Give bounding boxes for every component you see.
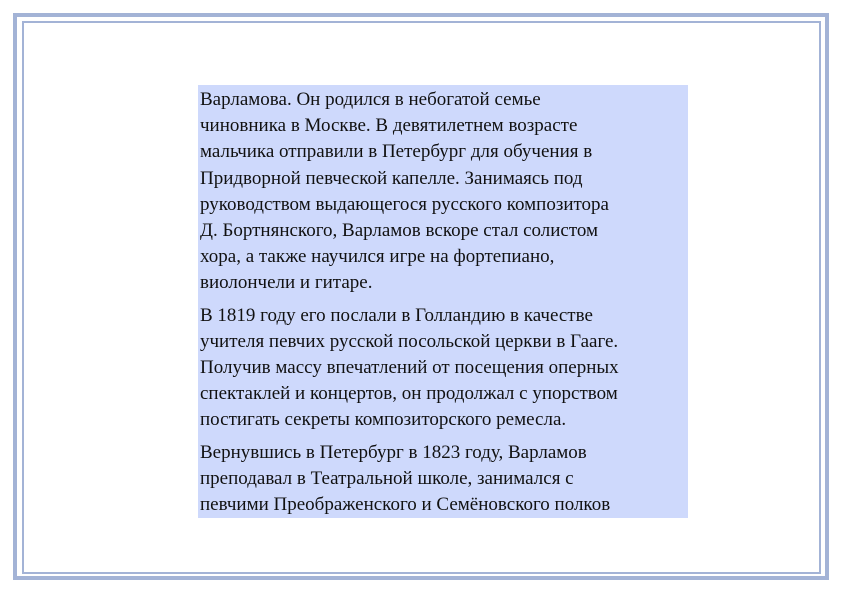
paragraph-2 — [200, 303, 686, 434]
paragraph-3 — [200, 440, 686, 519]
text-line: преподавал в Театральной школе, занимался с — [200, 467, 574, 489]
text-line: виолончели и гитаре. — [200, 272, 373, 294]
text-line: Получив массу впечатлений от посещения оперных — [200, 357, 619, 379]
text-line: Вернувшись в Петербург в 1823 году, Варламов — [200, 441, 587, 463]
text-block — [198, 85, 688, 518]
text-line: мальчика отправили в Петербург для обучения в — [200, 141, 593, 163]
text-line: постигать секреты композиторского ремесла. — [200, 409, 567, 431]
text-line: спектаклей и концертов, он продолжал с упорством — [200, 383, 618, 405]
text-line: Д. Бортнянского, Варламов вскоре стал солистом — [200, 220, 599, 242]
paragraph-1 — [200, 87, 686, 297]
text-line: Придворной певческой капелле. Занимаясь под — [200, 167, 583, 189]
text-line: В 1819 году его послали в Голландию в качестве — [200, 304, 593, 326]
text-line: хора, а также научился игре на фортепиано, — [200, 246, 555, 268]
text-line: Варламова. Он родился в небогатой семье — [200, 89, 541, 110]
text-line: руководством выдающегося русского композитора — [200, 193, 609, 215]
text-line: учителя певчих русской посольской церкви в Гааге. — [200, 330, 619, 352]
text-line: певчими Преображенского и Семёновского полков — [200, 494, 611, 516]
text-line: чиновника в Москве. В девятилетнем возрасте — [200, 115, 578, 137]
